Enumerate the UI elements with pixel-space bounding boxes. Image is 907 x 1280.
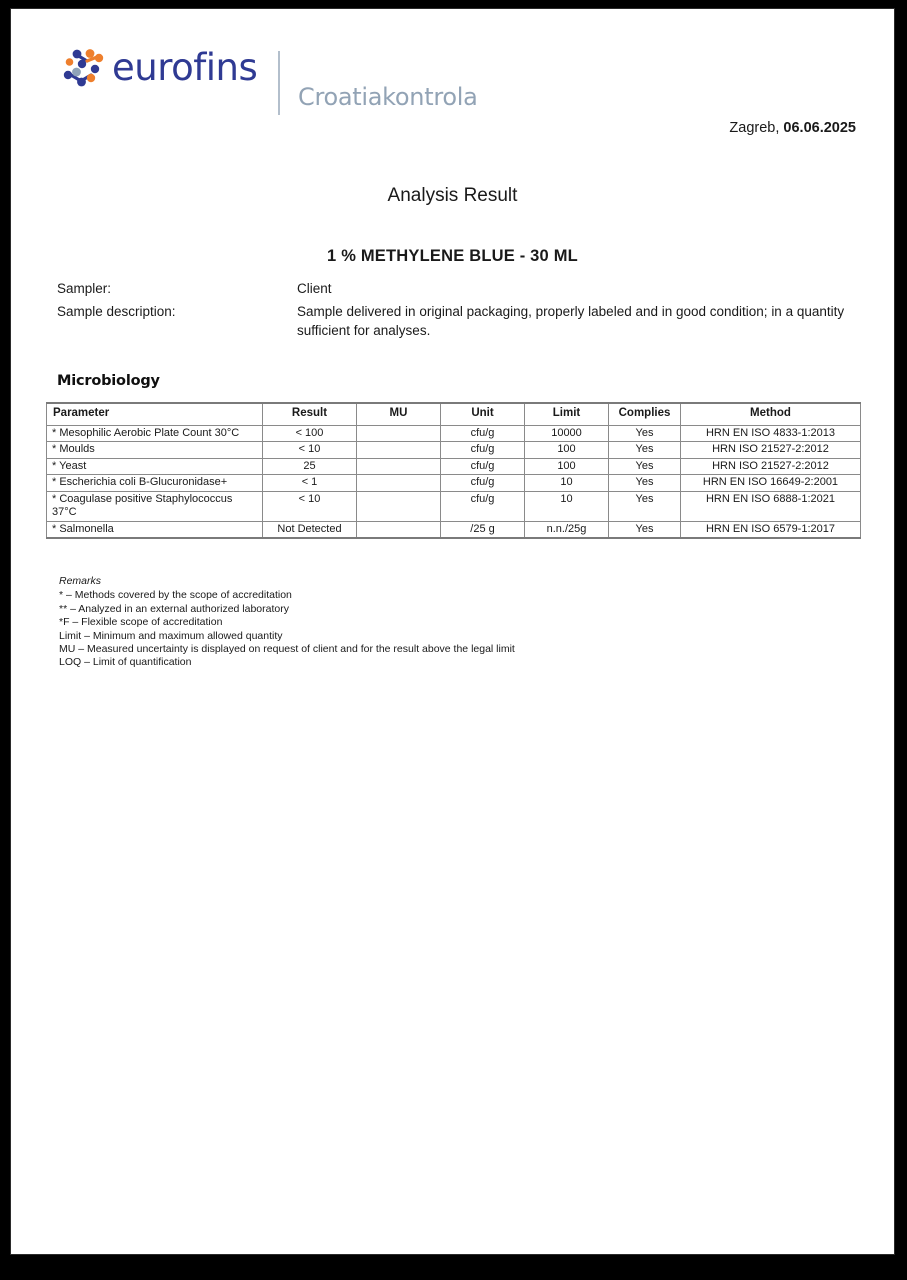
brand-header <box>56 39 526 134</box>
cell-result: < 100 <box>263 425 357 442</box>
cell-limit: 10 <box>525 491 609 521</box>
remark-line: ** – Analyzed in an external authorized laboratory <box>59 602 289 615</box>
column-header-result: Result <box>263 403 357 425</box>
cell-limit: 100 <box>525 442 609 459</box>
cell-limit: 10 <box>525 475 609 492</box>
table-row <box>47 475 861 492</box>
cell-complies: Yes <box>609 442 681 459</box>
logo-divider <box>278 51 280 115</box>
cell-unit: cfu/g <box>441 458 525 475</box>
cell-result: 25 <box>263 458 357 475</box>
cell-unit: /25 g <box>441 521 525 538</box>
table-header-row <box>47 403 861 425</box>
issue-date <box>729 120 856 136</box>
cell-mu <box>357 458 441 475</box>
cell-result: < 10 <box>263 442 357 459</box>
cell-result: < 10 <box>263 491 357 521</box>
cell-unit: cfu/g <box>441 475 525 492</box>
cell-mu <box>357 425 441 442</box>
column-header-method: Method <box>681 403 861 425</box>
cell-mu <box>357 491 441 521</box>
cell-unit: cfu/g <box>441 425 525 442</box>
meta-row-sampler <box>57 279 857 298</box>
remark-line: *F – Flexible scope of accreditation <box>59 616 223 629</box>
meta-row-sample-description <box>57 302 857 340</box>
date-value: 06.06.2025 <box>783 120 856 136</box>
remark-line: MU – Measured uncertainty is displayed on request of client and for the result above the legal limit <box>59 643 515 656</box>
section-heading-microbiology: Microbiology <box>57 373 160 389</box>
cell-mu <box>357 442 441 459</box>
table-row <box>47 521 861 538</box>
date-city: Zagreb, <box>729 120 780 136</box>
cell-method: HRN ISO 21527-2:2012 <box>681 442 861 459</box>
cell-mu <box>357 475 441 492</box>
cell-parameter: * Coagulase positive Staphylococcus 37°C <box>47 491 263 521</box>
remark-line: Limit – Minimum and maximum allowed quantity <box>59 629 283 642</box>
column-header-limit: Limit <box>525 403 609 425</box>
cell-parameter: * Salmonella <box>47 521 263 538</box>
product-title: 1 % METHYLENE BLUE - 30 ML <box>327 247 578 265</box>
cell-result: < 1 <box>263 475 357 492</box>
cell-method: HRN ISO 21527-2:2012 <box>681 458 861 475</box>
analysis-results-table <box>46 402 861 539</box>
cell-unit: cfu/g <box>441 442 525 459</box>
cell-complies: Yes <box>609 458 681 475</box>
cell-method: HRN EN ISO 6579-1:2017 <box>681 521 861 538</box>
sample-metadata <box>57 279 857 344</box>
cell-result: Not Detected <box>263 521 357 538</box>
croatiakontrola-subbrand: Croatiakontrola <box>298 83 478 111</box>
remarks-section <box>59 575 515 670</box>
cell-complies: Yes <box>609 475 681 492</box>
cell-limit: 100 <box>525 458 609 475</box>
cell-complies: Yes <box>609 521 681 538</box>
meta-value-sampler: Client <box>297 281 332 296</box>
cell-complies: Yes <box>609 491 681 521</box>
cell-unit: cfu/g <box>441 491 525 521</box>
meta-label-sampler: Sampler: <box>57 281 112 296</box>
page-title: Analysis Result <box>387 185 518 206</box>
cell-complies: Yes <box>609 425 681 442</box>
column-header-mu: MU <box>357 403 441 425</box>
remark-line: * – Methods covered by the scope of accreditation <box>59 589 292 602</box>
cell-parameter: * Mesophilic Aerobic Plate Count 30°C <box>47 425 263 442</box>
cell-limit: n.n./25g <box>525 521 609 538</box>
cell-mu <box>357 521 441 538</box>
cell-parameter: * Yeast <box>47 458 263 475</box>
meta-value-sample-description: Sample delivered in original packaging, properly labeled and in good condition; in a quantity sufficient for analyses. <box>297 304 845 338</box>
cell-parameter: * Escherichia coli B-Glucuronidase+ <box>47 475 263 492</box>
cell-parameter: * Moulds <box>47 442 263 459</box>
meta-label-sample-description: Sample description: <box>57 304 176 319</box>
eurofins-wordmark: eurofins <box>112 46 258 89</box>
column-header-complies: Complies <box>609 403 681 425</box>
remark-line: LOQ – Limit of quantification <box>59 656 192 669</box>
table-row <box>47 491 861 521</box>
document-page <box>10 8 895 1255</box>
cell-method: HRN EN ISO 4833-1:2013 <box>681 425 861 442</box>
remarks-title: Remarks <box>59 575 102 587</box>
table-row <box>47 442 861 459</box>
column-header-parameter: Parameter <box>47 403 263 425</box>
table-row <box>47 458 861 475</box>
cell-limit: 10000 <box>525 425 609 442</box>
column-header-unit: Unit <box>441 403 525 425</box>
eurofins-molecule-icon <box>60 45 108 93</box>
cell-method: HRN EN ISO 6888-1:2021 <box>681 491 861 521</box>
cell-method: HRN EN ISO 16649-2:2001 <box>681 475 861 492</box>
table-row <box>47 425 861 442</box>
